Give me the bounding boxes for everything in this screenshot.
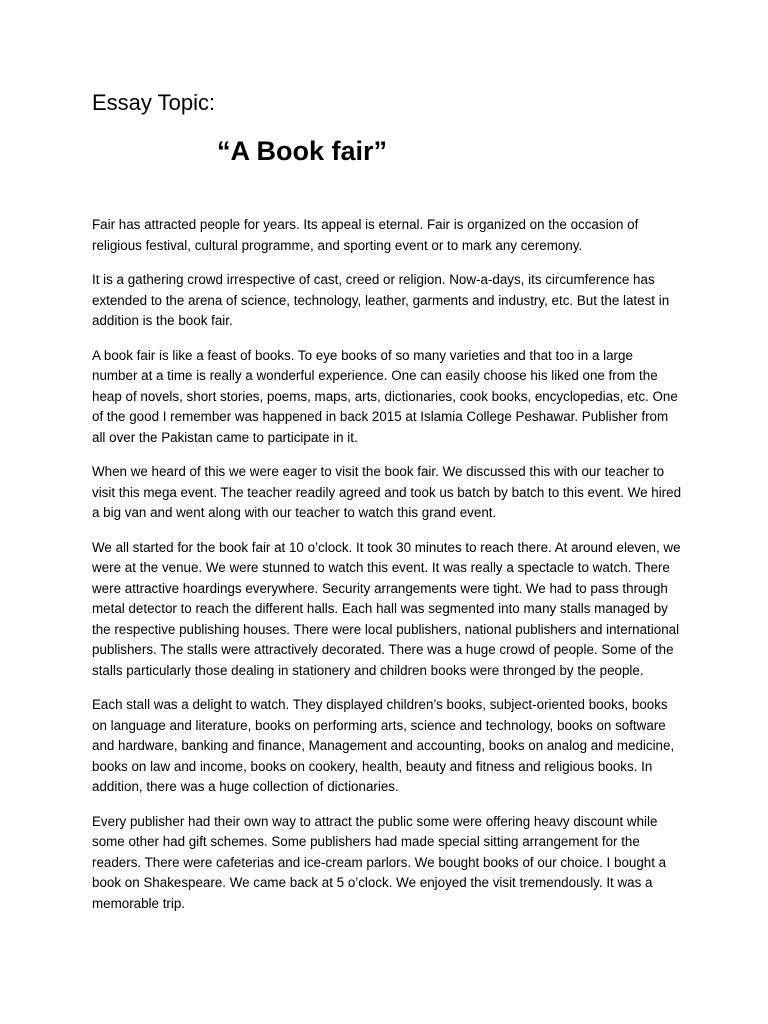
essay-title: “A Book fair” — [217, 136, 388, 166]
paragraph: Fair has attracted people for years. Its appeal is eternal. Fair is organized on the occasion of religious festival, cultural programme, and sporting event or to mark any ceremony. — [92, 217, 639, 253]
paragraph: When we heard of this we were eager to visit the book fair. We discussed this with our teacher to visit this mega event. The teacher readily agreed and took us batch by batch to this event. We hired a big van and went along with our teacher to watch this grand event. — [92, 464, 682, 520]
paragraph: It is a gathering crowd irrespective of cast, creed or religion. Now-a-days, its circumference has extended to the arena of science, technology, leather, garments and industry, etc. But the latest in addition is the book fair. — [92, 272, 670, 328]
topic-label: Essay Topic: — [92, 90, 216, 115]
paragraph: We all started for the book fair at 10 o’clock. It took 30 minutes to reach there. At around eleven, we were at the venue. We were stunned to watch this event. It was really a spectacle to watch. There were attractive hoardings everywhere. Security arrangements were tight. We had to pass through metal detector to reach the different halls. Each hall was segmented into many stalls managed by the respective publishing houses. There were local publishers, national publishers and international publishers. The stalls were attractively decorated. There was a huge crowd of people. Some of the stalls particularly those dealing in stationery and children books were thronged by the people. — [92, 539, 681, 678]
paragraph: A book fair is like a feast of books. To eye books of so many varieties and that too in a large number at a time is really a wonderful experience. One can easily choose his liked one from the heap of novels, short stories, poems, maps, arts, dictionaries, cook books, encyclopedias, etc. One of the good I remember was happened in back 2015 at Islamia College Peshawar. Publisher from all over the Pakistan came to participate in it. — [92, 347, 678, 445]
essay-body — [92, 215, 682, 928]
paragraph: Every publisher had their own way to attract the public some were offering heavy discount while some other had gift schemes. Some publishers had made special sitting arrangement for the readers. There were cafeterias and ice-cream parlors. We bought books of our choice. I bought a book on Shakespeare. We came back at 5 o’clock. We enjoyed the visit tremendously. It was a memorable trip. — [92, 813, 667, 911]
paragraph: Each stall was a delight to watch. They displayed children’s books, subject-oriented books, books on language and literature, books on performing arts, science and technology, books on software and hardware, banking and finance, Management and accounting, books on analog and medicine, books on law and income, books on cookery, health, beauty and fitness and religious books. In addition, there was a huge collection of dictionaries. — [92, 697, 675, 794]
